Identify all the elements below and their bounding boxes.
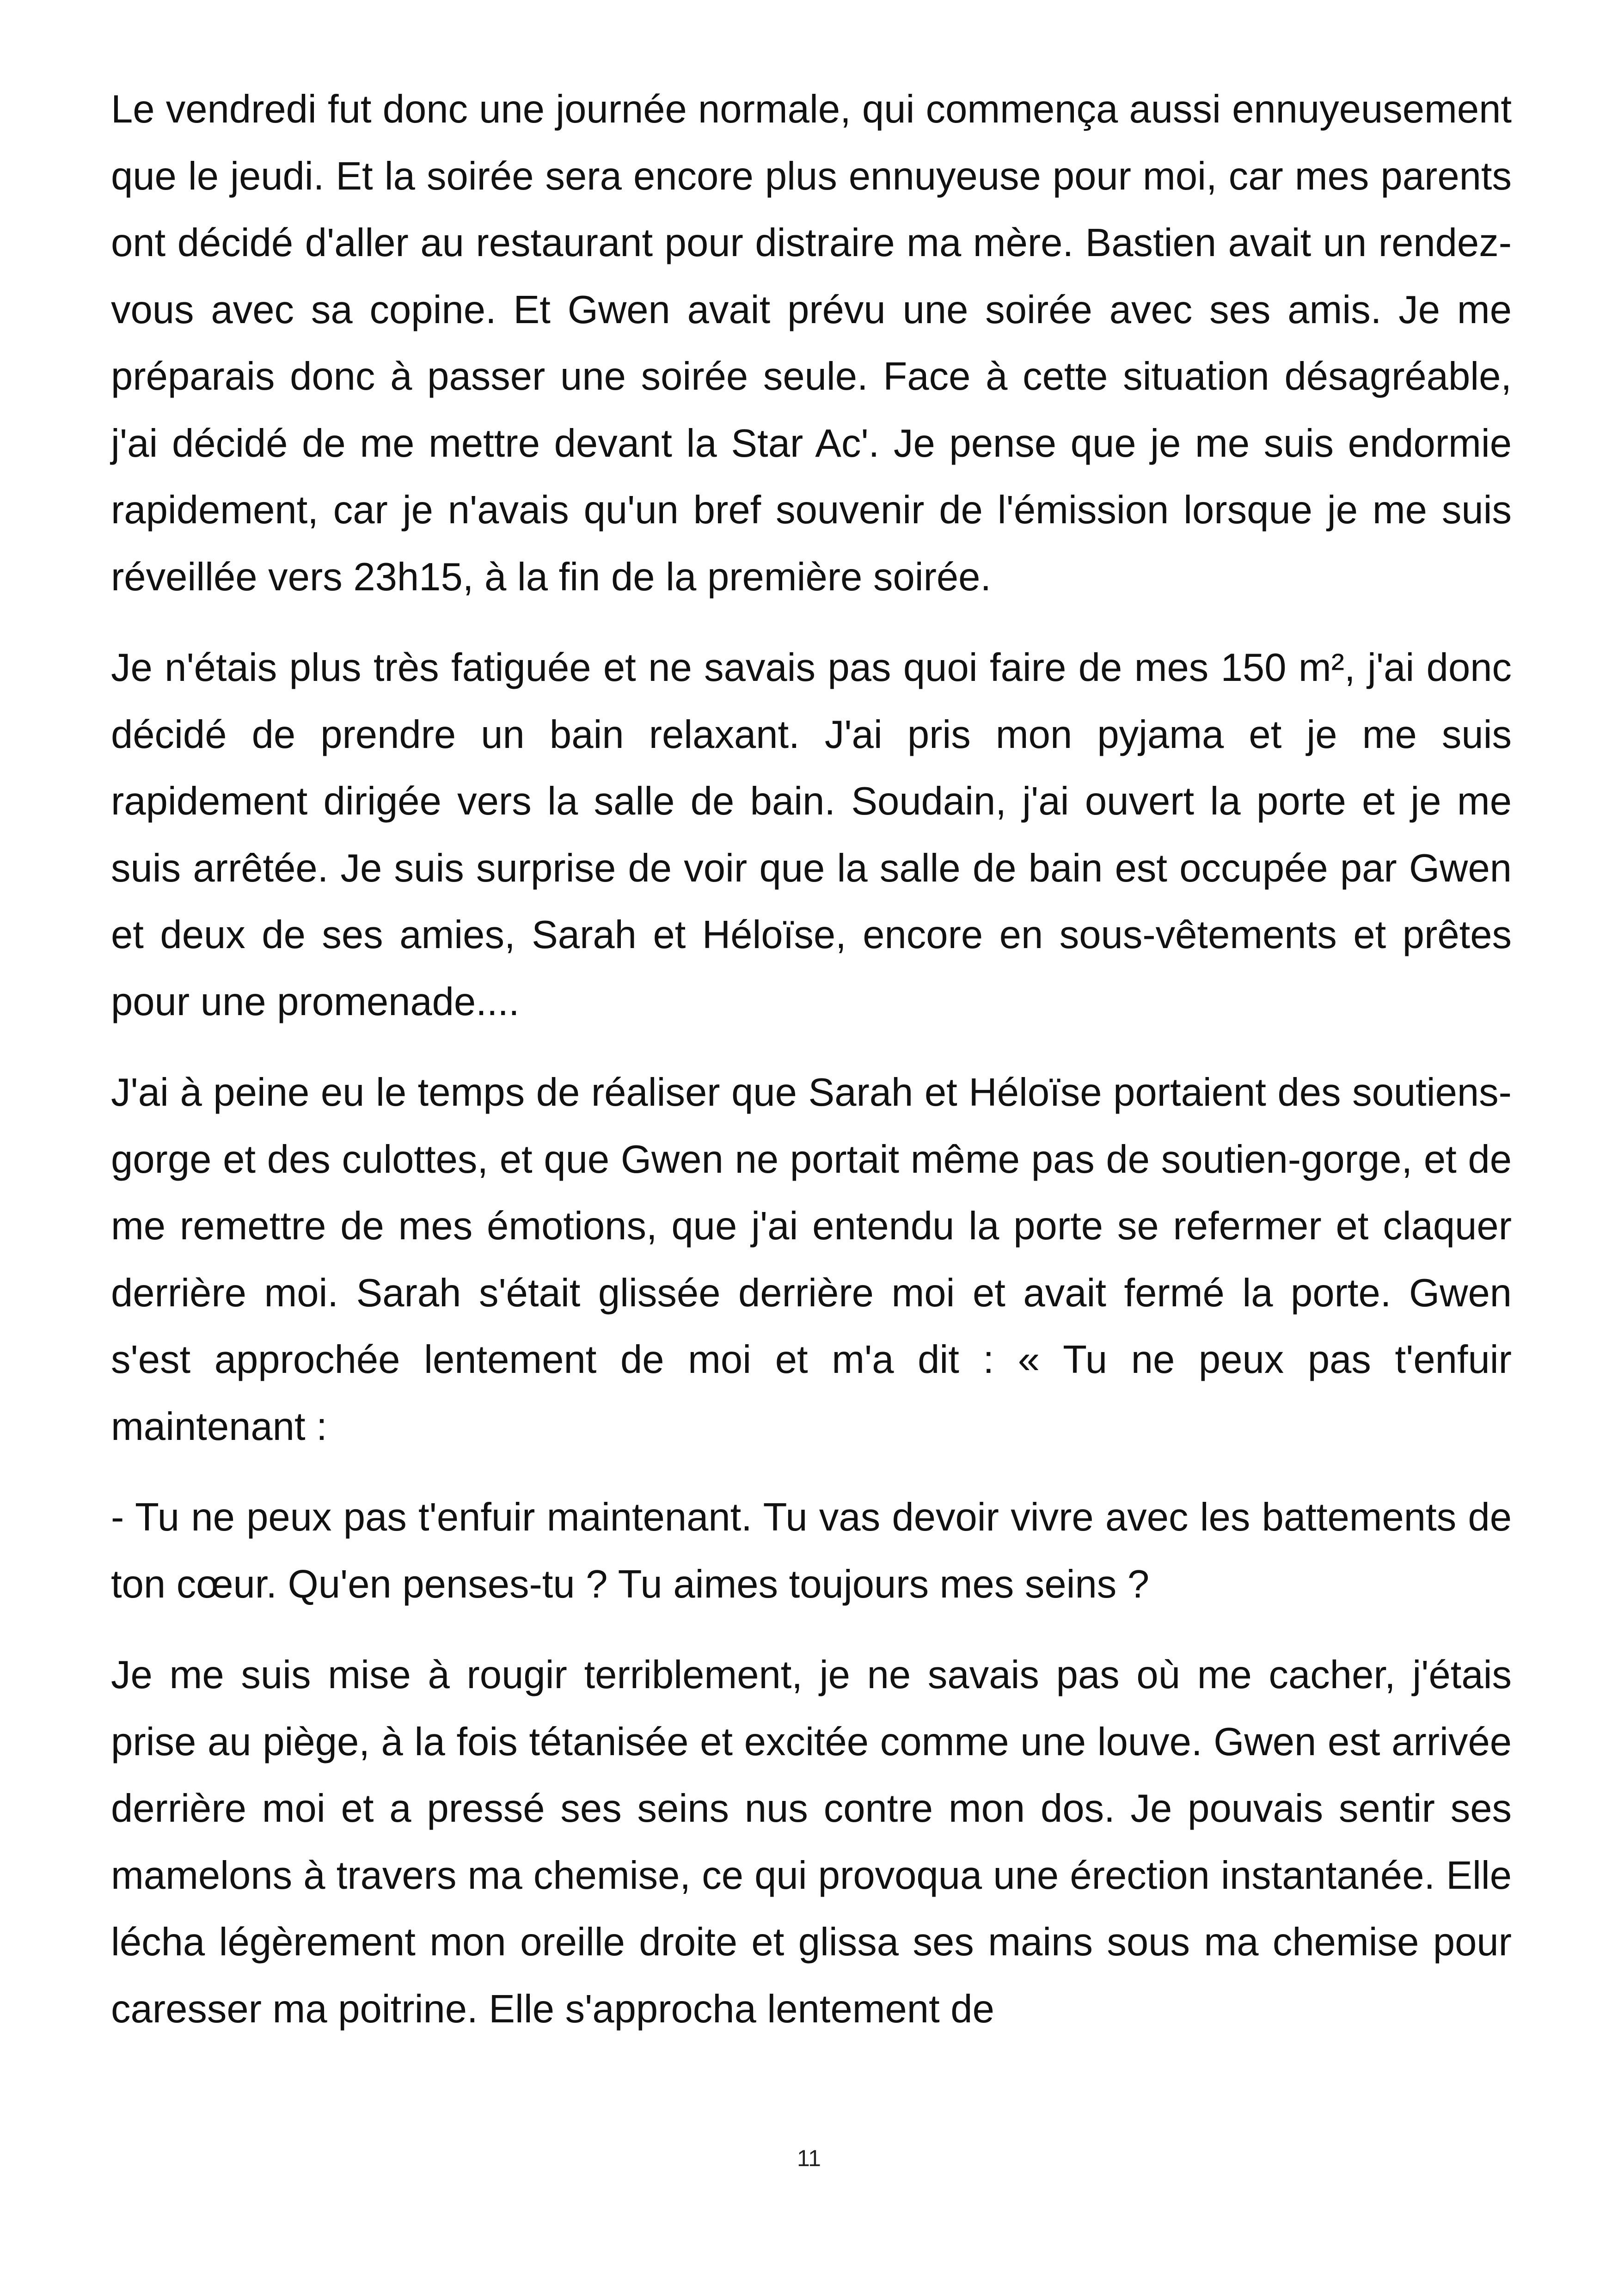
body-text [111,76,1512,2067]
paragraph-4: - Tu ne peux pas t'enfuir maintenant. Tu vas devoir vivre avec les battements de ton cœur. Qu'en penses-tu ? Tu aimes toujours mes seins ? [111,1495,1512,1606]
paragraph-5: Je me suis mise à rougir terriblement, je ne savais pas où me cacher, j'étais prise au piège, à la fois tétanisée et excitée comme une louve. Gwen est arrivée derrière moi et a pressé ses seins nus contre mon dos. Je pouvais sentir ses mamelons à travers ma chemise, ce qui provoqua une érection instantanée. Elle lécha légèrement mon oreille droite et glissa ses mains sous ma chemise pour caresser ma poitrine. Elle s'approcha lentement de [111,1653,1512,2031]
page-number: 11 [797,2145,821,2171]
paragraph-3: J'ai à peine eu le temps de réaliser que Sarah et Héloïse portaient des soutiens-gorge et des culottes, et que Gwen ne portait même pas de soutien-gorge, et de me remettre de mes émotions, que j'ai entendu la porte se refermer et claquer derrière moi. Sarah s'était glissée derrière moi et avait fermé la porte. Gwen s'est approchée lentement de moi et m'a dit : « Tu ne peux pas t'enfuir maintenant : [111,1071,1512,1449]
paragraph-2: Je n'étais plus très fatiguée et ne savais pas quoi faire de mes 150 m², j'ai donc décidé de prendre un bain relaxant. J'ai pris mon pyjama et je me suis rapidement dirigée vers la salle de bain. Soudain, j'ai ouvert la porte et je me suis arrêtée. Je suis surprise de voir que la salle de bain est occupée par Gwen et deux de ses amies, Sarah et Héloïse, encore en sous-vêtements et prêtes pour une promenade.... [111,646,1512,1024]
paragraph-1: Le vendredi fut donc une journée normale, qui commença aussi ennuyeusement que le jeudi. Et la soirée sera encore plus ennuyeuse pour moi, car mes parents ont décidé d'aller au restaurant pour distraire ma mère. Bastien avait un rendez-vous avec sa copine. Et Gwen avait prévu une soirée avec ses amis. Je me préparais donc à passer une soirée seule. Face à cette situation désagréable, j'ai décidé de me mettre devant la Star Ac'. Je pense que je me suis endormie rapidement, car je n'avais qu'un bref souvenir de l'émission lorsque je me suis réveillée vers 23h15, à la fin de la première soirée. [111,87,1512,599]
